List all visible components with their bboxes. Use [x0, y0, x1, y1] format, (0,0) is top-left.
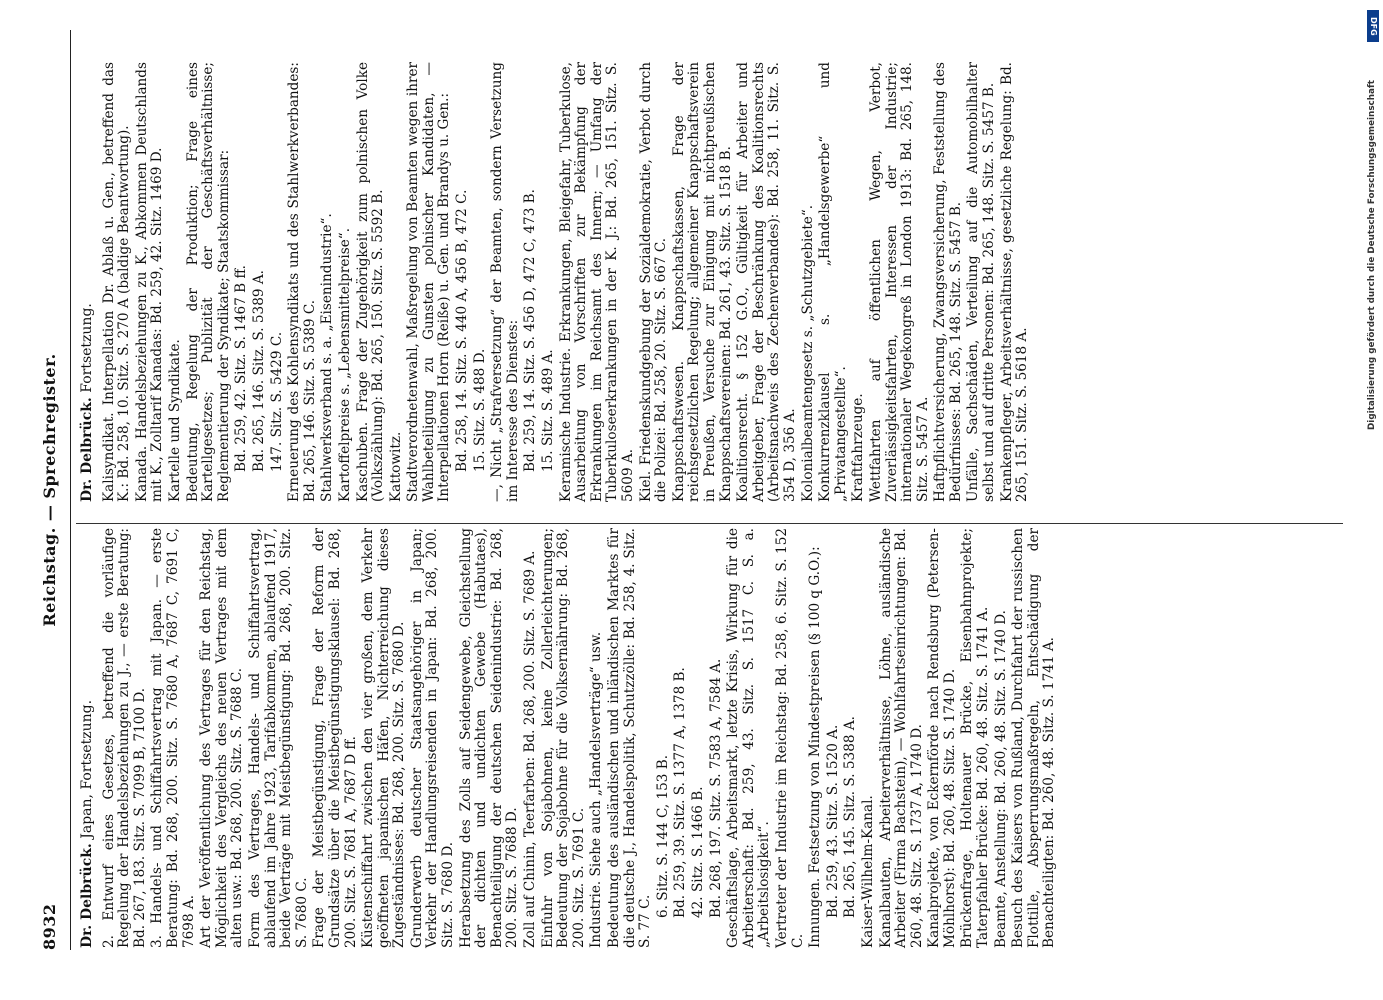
- index-entry: Form des Vertrages, Handels- und Schiffahrtsvertrag, ablaufend im Jahre 1923, Tarifabkommen, ablaufend 1917, beide Verträge mit Meistbegünstigung: Bd. 268, 200. Sitz. S. 7680 C.: [246, 528, 310, 948]
- index-entry: Zoll auf Chinin, Teerfarben: Bd. 268, 200. Sitz. S. 7689 A.: [522, 550, 539, 948]
- index-entry: Kiel. Friedenskundgebung der Sozialdemokratie, Verbot durch die Polizei: Bd. 258, 20. Sitz. S. 667 C.: [637, 62, 670, 502]
- index-entry: Kanada. Handelsbeziehungen zu K., Abkommen Deutschlands mit K., Zolltarif Kanadas: Bd. 259, 42. Sitz. 1469 D.: [133, 62, 166, 502]
- index-entry: Knappschaftswesen. Knappschaftskassen, Frage der reichsgesetzlichen Regelung; allgemeiner Knappschaftsverein in Preußen, Versuche zur Einigung mit nichtpreußischen Knappschaftsvereinen: Bd. 261, 43. Sitz. S. 1518 B.: [670, 62, 734, 502]
- speaker-name: Dr. Delbrück.: [79, 843, 95, 948]
- speaker-name: Dr. Delbrück.: [79, 397, 95, 502]
- funding-note: Digitalisierung gefördert durch die Deutsche Forschungsgemeinschaft: [1367, 79, 1377, 430]
- index-entry: Koalitionsrecht. § 152 G.O., Gültigkeit für Arbeiter und Arbeitgeber, Frage der Beschränkung des Koalitionsrechts (Arbeitsnachweis des Zechenverbandes): Bd. 258, 11. Sitz. S. 354 D, 356 A.: [735, 62, 798, 502]
- index-entry: 3. Handels- und Schiffahrtsvertrag mit Japan. — erste Beratung: Bd. 268, 200. Sitz. S. 7680 A, 7687 C, 7691 C, 7698 A.: [149, 528, 197, 948]
- index-entry: Bd. 259, 42. Sitz. S. 1467 B ff.: [233, 265, 250, 472]
- index-entry: Bd. 259, 14. Sitz. S. 456 D, 472 C, 473 B.: [522, 189, 539, 472]
- index-entry: Konkurrenzklausel s. „Handelsgewerbe“ und „Privatangestellte“.: [817, 62, 849, 502]
- dfg-funding-label: [1367, 6, 1381, 430]
- index-entry: 147. Sitz. S. 5429 C.: [268, 331, 285, 472]
- index-entry: Küstenschiffahrt zwischen den vier großen, dem Verkehr geöffneten japanischen Häfen, Nichterreichung dieses Zugeständnisses: Bd. 268, 200. Sitz. S. 7680 D.: [360, 528, 408, 948]
- index-entry: Kartelle und Syndikate.: [166, 339, 183, 502]
- index-entry: Bedeutung des ausländischen und inländischen Marktes für die deutsche J., Handelspolitik, Schutzzölle: Bd. 258, 4. Sitz. S. 77 C.: [606, 528, 654, 948]
- index-entry: Innungen. Festsetzung von Mindestpreisen (§ 100 q G.O.):: [807, 546, 824, 948]
- index-entry: Krankenpfleger, Arbeitsverhältnisse, gesetzliche Regelung: Bd. 265, 151. Sitz. S. 5618 A.: [998, 62, 1031, 502]
- column-divider: [76, 523, 1343, 524]
- index-entry: Einfuhr von Sojabohnen, keine Zollerleichterungen; Bedeutung der Sojabohne für die Volksernährung: Bd. 268, 200. Sitz. S. 7691 C.: [539, 528, 587, 948]
- index-entry: Besuch des Kaisers von Rußland, Durchfahrt der russischen Flottille, Absperrungsmaßregeln, Entschädigung der Benachteiligten: Bd. 260, 48. Sitz. S. 1741 A.: [1010, 528, 1058, 948]
- index-entry: Vertreter der Industrie im Reichstag: Bd. 258, 6. Sitz. S. 152 C.: [773, 528, 806, 948]
- index-entry: Kalisyndikat. Interpellation Dr. Ablaß u. Gen., betreffend das K.: Bd. 258, 10. Sitz. S. 270 A (baldige Beantwortung).: [100, 62, 133, 502]
- index-entry: 2. Entwurf eines Gesetzes, betreffend die vorläufige Regelung der Handelsbeziehungen zu J., — erste Beratung: Bd. 267, 183. Sitz. S. 7099 B, 7100 D.: [100, 528, 148, 948]
- index-entry: Kaschuben. Frage der Zugehörigkeit zum polnischen Volke (Volkszählung): Bd. 265, 150. Sitz. S. 5592 B.: [354, 62, 387, 502]
- index-entry: Kaiser-Wilhelm-Kanal.: [859, 795, 876, 948]
- index-entry: Stadtverordnetenwahl, Maßregelung von Beamten wegen ihrer Wahlbeteiligung zu Gunsten polnischer Kandidaten, — Interpellationen Horn (Reiße) u. Gen. und Brandys u. Gen.:: [405, 62, 453, 502]
- index-entry: Bedeutung, Regelung der Produktion; Frage eines Kartellgesetzes; Publizität der Geschäftsverhältnisse; Reglementierung der Syndikate; Staatskommissar:: [184, 62, 232, 502]
- left-entries: [102, 528, 1058, 948]
- left-column: [80, 528, 1060, 948]
- right-column-header: [80, 62, 96, 502]
- index-entry: Unfälle, Sachschäden, Verteilung auf die Automobilhalter selbst und auf dritte Personen: Bd. 265, 148. Sitz. S. 5457 B.: [965, 62, 998, 502]
- header-rule: [70, 30, 71, 950]
- index-entry: Bd. 258, 14. Sitz. S. 440 A, 456 B, 472 C.: [454, 189, 471, 472]
- right-header-topic: Fortsetzung.: [79, 303, 95, 398]
- index-entry: Art der Veröffentlichung des Vertrages für den Reichstag, Möglichkeit des Vergleichs des neuen Vertrages mit dem alten usw.: Bd. 268, 200. Sitz. S. 7688 C.: [198, 528, 246, 948]
- right-entries: [102, 62, 1031, 502]
- index-entry: —, Nicht „Strafversetzung“ der Beamten, sondern Versetzung im Interesse des Dienstes:: [489, 62, 521, 502]
- index-entry: Bd. 265, 146. Sitz. S. 5389 A.: [250, 270, 267, 472]
- index-entry: Kartoffelpreise s. „Lebensmittelpreise“.: [336, 227, 353, 502]
- index-entry: Bd. 268, 197. Sitz. S. 7583 A, 7584 A.: [707, 658, 724, 918]
- index-entry: 15. Sitz. S. 489 A.: [540, 349, 557, 472]
- index-entry: Beamte, Anstellung: Bd. 260, 48. Sitz. S. 1740 D.: [992, 610, 1009, 948]
- index-entry: Grunderwerb deutscher Staatsangehöriger in Japan; Verkehr der Handlungsreisenden in Japan: Bd. 268, 200. Sitz. S. 7680 D.: [408, 528, 457, 948]
- index-entry: Brückenfrage, Holtenauer Brücke, Eisenbahnprojekte; Taterpfahler Brücke: Bd. 260, 48. Sitz. S. 1741 A.: [959, 528, 992, 948]
- right-column: [80, 62, 1033, 502]
- index-entry: Haftpflichtversicherung, Zwangsversicherung, Feststellung des Bedürfnisses: Bd. 265, 148. Sitz. S. 5457 B.: [932, 62, 964, 502]
- index-entry: 15. Sitz. S. 488 D.: [471, 348, 488, 472]
- index-entry: Herabsetzung des Zolls auf Seidengewebe, Gleichstellung der dichten und undichten Gewebe (Habutaes), Benachteiligung der deutschen Seidenindustrie: Bd. 268, 200. Sitz. S. 7688 D.: [457, 528, 521, 948]
- index-entry: Industrie. Siehe auch „Handelsverträge“ usw.: [588, 631, 605, 948]
- index-entry: Keramische Industrie. Erkrankungen, Bleigefahr, Tuberkulose, Ausarbeitung von Vorschriften zur Bekämpfung der Erkrankungen im Reichsamt des Innern; — Umfang der Tuberkuloseerkrankungen in der K. J.: Bd. 265, 151. Sitz. S. 5609 A.: [557, 62, 636, 502]
- index-entry: Kattowitz.: [387, 431, 404, 502]
- left-header-topic: Japan, Fortsetzung.: [79, 699, 95, 844]
- index-entry: Kanalbauten, Arbeiterverhältnisse, Löhne, ausländische Arbeiter (Firma Bachstein), — Wohlfahrtseinrichtungen: Bd. 260, 48. Sitz. S. 1737 A, 1740 D.: [877, 528, 925, 948]
- index-entry: Kolonialbeamtengesetz s. „Schutzgebiete“.: [799, 204, 816, 502]
- index-entry: Kraftfahrzeuge.: [850, 393, 867, 502]
- index-entry: Bd. 259, 43. Sitz. S. 1520 A.: [824, 724, 841, 918]
- page-title: Reichstag. — Sprechregister.: [40, 353, 59, 627]
- index-entry: Bd. 265, 145. Sitz. S. 5388 A.: [842, 716, 859, 918]
- index-entry: Wettfahrten auf öffentlichen Wegen, Verbot, Zuverlässigkeitsfahrten, Interessen der Industrie; internationaler Wegekongreß in London 1913: Bd. 265, 148. Sitz. S. 5457 A.: [867, 62, 931, 502]
- index-entry: Bd. 259, 39. Sitz. S. 1377 A, 1378 B.: [672, 667, 689, 918]
- running-head: [40, 30, 66, 950]
- index-entry: Stahlwerksverband s. a. „Eisenindustrie“.: [319, 213, 336, 502]
- left-column-header: [80, 528, 96, 948]
- index-entry: Kanalprojekte, von Eckernförde nach Rendsburg (Petersen-Möhlhorst): Bd. 260, 48. Sitz. S. 1740 D.: [926, 528, 958, 948]
- index-entry: Erneuerung des Kohlensyndikats und des Stahlwerkverbandes: Bd. 265, 146. Sitz. S. 5389 C.: [286, 62, 318, 502]
- index-entry: 42. Sitz. S. 1466 B.: [689, 786, 706, 918]
- index-entry: Geschäftslage, Arbeitsmarkt, letzte Krisis, Wirkung für die Arbeiterschaft: Bd. 259, 43. Sitz. S. 1517 C. S. a. „Arbeitslosigkeit“.: [725, 528, 773, 948]
- dfg-logo: DFG: [1367, 10, 1379, 42]
- page-number: 8932: [40, 903, 59, 950]
- index-entry: Frage der Meistbegünstigung, Frage der Reform der Grundsätze über die Meistbegünstigungsklausel: Bd. 268, 200. Sitz. S. 7681 A, 7687 D ff.: [311, 528, 359, 948]
- index-entry: 6. Sitz. S. 144 C, 153 B.: [654, 754, 671, 918]
